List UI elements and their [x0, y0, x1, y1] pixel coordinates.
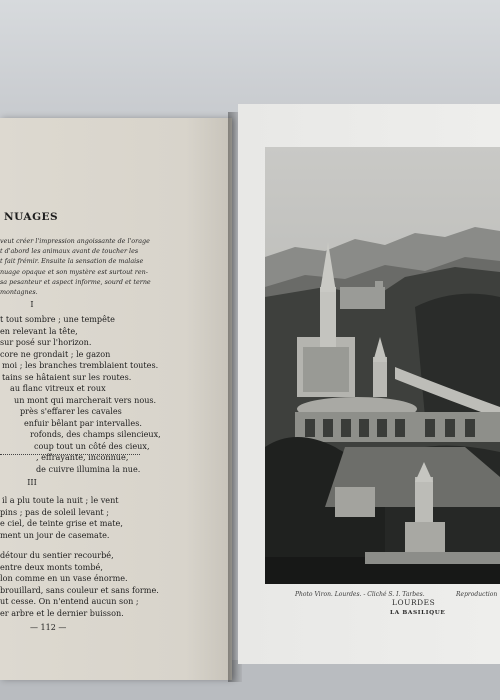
left-page [0, 118, 232, 680]
intro-paragraph [0, 236, 228, 297]
verse-line: ment un jour de casemate. [0, 529, 110, 540]
intro-line: t d'abord les animaux avant de toucher les [0, 247, 139, 256]
verse-line: sur posé sur l'horizon. [0, 337, 92, 347]
intro-line: nuage opaque et son mystère est surtout ren- [0, 267, 148, 276]
verse-line: il a plu toute la nuit ; le vent [2, 495, 119, 505]
verse-line: détour du sentier recourbé, [0, 550, 114, 560]
verse-line: de cuivre illumina la nue. [36, 463, 141, 474]
section-number: I [30, 300, 34, 309]
verse-line: coup tout un côté des cieux, [34, 440, 150, 451]
caption-subtitle: LA BASILIQUE [390, 610, 446, 616]
verse-line: e ciel, de teinte grise et mate, [0, 518, 123, 528]
intro-line: t fait frémir. Ensuite la sensation de malaise [0, 257, 144, 266]
verse-line: entre deux monts tombé, [0, 561, 103, 572]
verse-line: près s'effarer les cavales [20, 406, 122, 416]
verse-stanza [0, 495, 232, 541]
basilica-photograph [265, 147, 500, 584]
verse-line: un mont qui marcherait vers nous. [14, 394, 157, 405]
intro-line: sa pesanteur et aspect informe, sourd et terne [0, 277, 151, 286]
verse-line: t tout sombre ; une tempête [0, 314, 115, 324]
verse-line: ut cesse. On n'entend aucun son ; [0, 596, 139, 606]
verse-line: er arbre et le dernier buisson. [0, 607, 124, 618]
verse-line: tains se hâtaient sur les routes. [2, 371, 132, 382]
verse-line: moi ; les branches tremblaient toutes. [2, 360, 159, 370]
chapter-title: NUAGES [4, 211, 59, 223]
verse-line: pins ; pas de soleil levant ; [0, 506, 109, 517]
photo-credit-reproduction: Reproduction [456, 591, 498, 598]
verse-line: core ne grondait ; le gazon [0, 348, 111, 359]
verse-line: au flanc vitreux et roux [10, 383, 106, 393]
intro-line: montagnes. [0, 288, 38, 297]
verse-line: en relevant la tête, [0, 325, 78, 336]
verse-line: enfuir bêlant par intervalles. [24, 417, 142, 428]
verse-line: lon comme en un vase énorme. [0, 573, 128, 583]
photo-illustration [265, 147, 500, 584]
section-number: III [27, 478, 37, 487]
intro-line: veut créer l'impression angoissante de l'orage [0, 237, 150, 245]
dotted-separator [0, 454, 140, 455]
verse-line: rofonds, des champs silencieux, [30, 429, 161, 439]
page-number: — 112 — [30, 623, 67, 632]
verse-stanza [0, 314, 232, 475]
verse-stanza [0, 550, 232, 619]
verse-line: brouillard, sans couleur et sans forme. [0, 584, 159, 595]
caption-title: LOURDES [392, 598, 436, 607]
photo-credit: Photo Viron. Lourdes. - Cliché S. I. Tarbes. [295, 591, 425, 598]
verse-line: , effrayante, inconnue, [36, 452, 129, 462]
